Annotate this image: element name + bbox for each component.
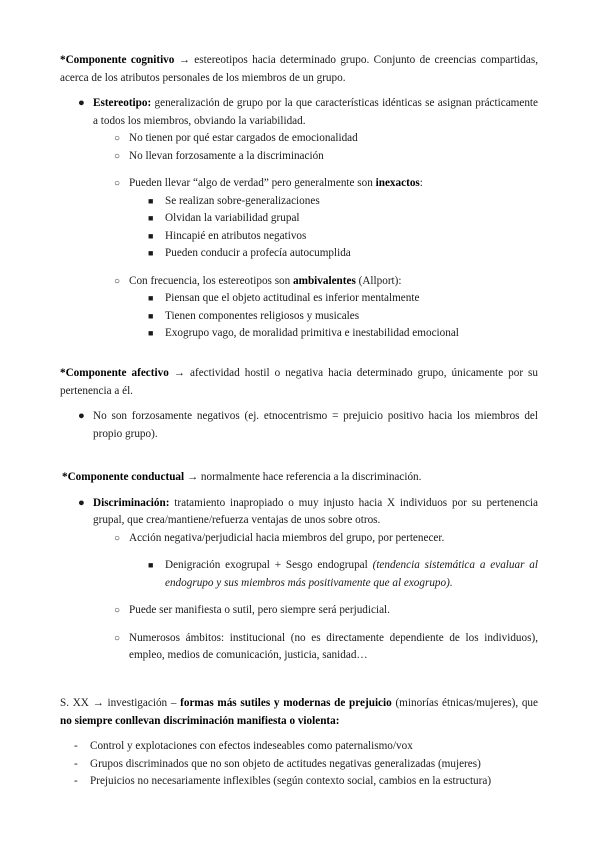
list-item-ambivalentes: ○ Con frecuencia, los estereotipos son ambivalentes (Allport):: [114, 274, 402, 287]
conductual-paragraph: *Componente conductual → normalmente hace referencia a la discriminación.: [62, 471, 422, 483]
cognitivo-paragraph: *Componente cognitivo → estereotipos hacia determinado grupo. Conjunto de creencias compartidas, acerca de los atributos personales de los miembros de un grupo.: [60, 54, 538, 84]
list-item-estereotipo: ● Estereotipo: generalización de grupo por la que características idénticas se asignan prácticamente a todos los miembros, obviando la variabilidad.: [78, 97, 538, 127]
list-item: ● No son forzosamente negativos (ej. etnocentrismo = prejuicio positivo hacia los miembros del propio grupo).: [78, 410, 538, 440]
list-item-verdad: ○ Pueden llevar “algo de verdad” pero generalmente son inexactos:: [114, 177, 423, 189]
section-sxx: [60, 695, 538, 791]
list-item: ■ Se realizan sobre-generalizaciones: [148, 194, 320, 207]
list-item-discriminacion: ● Discriminación: tratamiento inapropiado o muy injusto hacia X individuos por su pertenencia grupal, que crea/mantiene/refuerza ventajas de unos sobre otros.: [78, 496, 538, 526]
list-item: - Prejuicios no necesariamente inflexibles (según contexto social, cambios en la estructura): [74, 775, 492, 787]
section-conductual: [60, 469, 538, 665]
list-item: ■ Olvidan la variabilidad grupal: [148, 212, 300, 224]
list-item: ■ Denigración exogrupal + Sesgo endogrupal (tendencia sistemática a evaluar al endogrupo y sus miembros más positivamente que al exogrupo).: [148, 559, 538, 589]
cognitivo-title: *Componente cognitivo: [60, 54, 175, 66]
cognitivo-text: estereotipos hacia determinado grupo. Conjunto de creencias compartidas, acerca de los atributos personales de los miembros de un grupo.: [60, 54, 538, 84]
list-item: ○ Numerosos ámbitos: institucional (no es directamente dependiente de los individuos), empleo, medios de comunicación, justicia, sanidad…: [114, 631, 538, 661]
list-item: ○ No llevan forzosamente a la discriminación: [114, 149, 324, 162]
list-item: ○ Puede ser manifiesta o sutil, pero siempre será perjudicial.: [114, 604, 390, 616]
list-item: ■ Hincapié en atributos negativos: [148, 229, 307, 242]
list-item: ○ Acción negativa/perjudicial hacia miembros del grupo, por pertenecer.: [114, 531, 445, 544]
conductual-title: *Componente conductual: [62, 471, 185, 483]
list-item: ■ Tienen componentes religiosos y musicales: [148, 309, 360, 322]
afectivo-paragraph: *Componente afectivo → afectividad hostil o negativa hacia determinado grupo, únicamente por su pertenencia a él.: [60, 367, 539, 397]
section-cognitivo: [60, 52, 538, 343]
afectivo-title: *Componente afectivo: [60, 367, 169, 379]
list-item: - Control y explotaciones con efectos indeseables como paternalismo/vox: [74, 740, 413, 752]
sxx-paragraph: S. XX → investigación – formas más sutiles y modernas de prejuicio (minorías étnicas/mujeres), que no siempre conllevan discriminación manifiesta o violenta:: [60, 697, 538, 727]
list-item: ■ Piensan que el objeto actitudinal es inferior mentalmente: [148, 292, 420, 304]
list-item: ■ Exogrupo vago, de moralidad primitiva e inestabilidad emocional: [148, 327, 459, 339]
list-item: ○ No tienen por qué estar cargados de emocionalidad: [114, 132, 358, 144]
list-item: - Grupos discriminados que no son objeto de actitudes negativas generalizadas (mujeres): [74, 757, 481, 770]
section-afectivo: [60, 365, 538, 443]
list-item: ■ Pueden conducir a profecía autocumplida: [148, 247, 351, 259]
